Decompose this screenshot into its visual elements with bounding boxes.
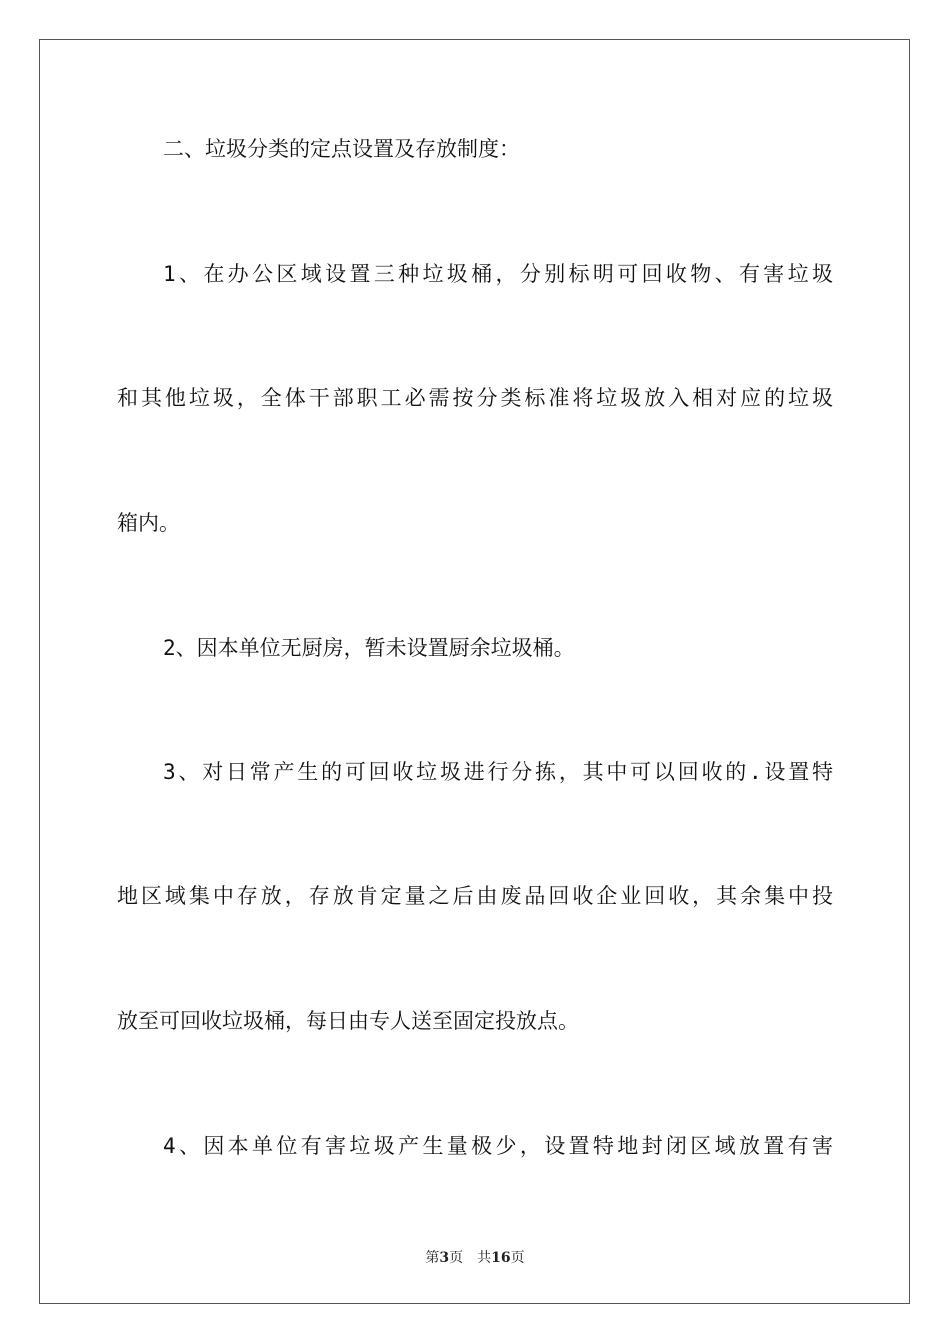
paragraph-line: 地区域集中存放，存放肯定量之后由废品回收企业回收，其余集中投 — [117, 884, 833, 908]
paragraph-line: 和其他垃圾，全体干部职工必需按分类标准将垃圾放入相对应的垃圾 — [117, 386, 833, 410]
footer-page-number: 3 — [439, 1250, 450, 1266]
paragraph-line: 4、因本单位有害垃圾产生量极少，设置特地封闭区域放置有害 — [163, 1134, 833, 1158]
paragraph-line-section-heading: 二、垃圾分类的定点设置及存放制度： — [163, 137, 520, 161]
footer-total-suffix: 页 — [510, 1250, 525, 1266]
page-footer — [0, 1249, 950, 1267]
paragraph-line: 放至可回收垃圾桶，每日由专人送至固定投放点。 — [117, 1009, 579, 1033]
footer-page-prefix: 第 — [425, 1250, 440, 1266]
paragraph-line: 2、因本单位无厨房，暂未设置厨余垃圾桶。 — [163, 636, 575, 660]
paragraph-line: 1、在办公区域设置三种垃圾桶，分别标明可回收物、有害垃圾 — [163, 262, 833, 286]
paragraph-line: 3、对日常产生的可回收垃圾进行分拣，其中可以回收的.设置特 — [163, 760, 833, 784]
footer-total-prefix: 共 — [477, 1250, 492, 1266]
footer-page-suffix: 页 — [449, 1250, 464, 1266]
footer-total-pages: 16 — [491, 1250, 511, 1266]
paragraph-line: 箱内。 — [117, 511, 180, 535]
page-border — [39, 39, 910, 1304]
